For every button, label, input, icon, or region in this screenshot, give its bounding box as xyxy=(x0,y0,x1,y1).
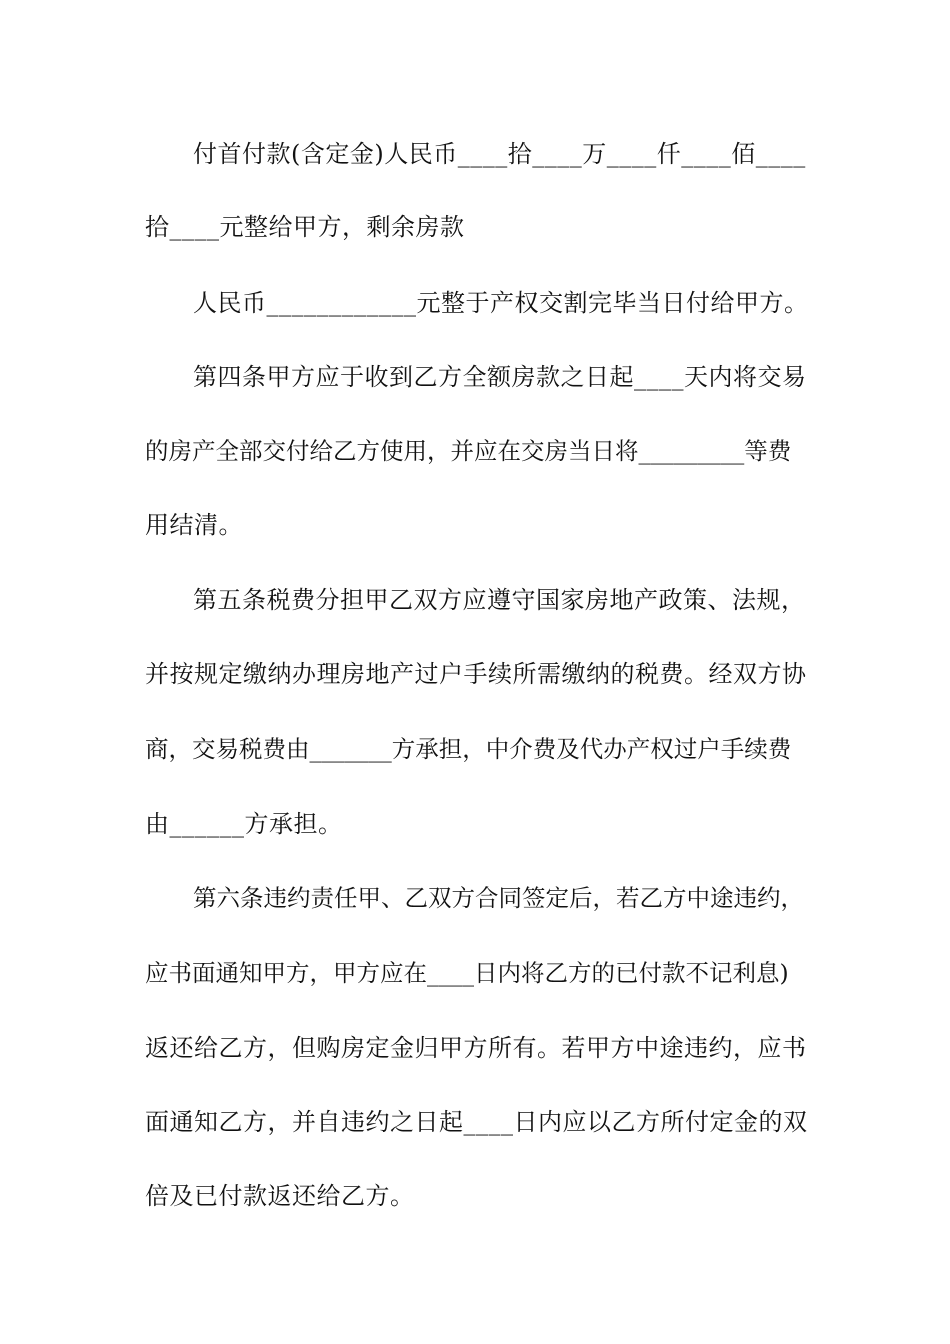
paragraph-line: 人民币____________元整于产权交割完毕当日付给甲方。 xyxy=(193,289,809,317)
paragraph-line: 倍及已付款返还给乙方。 xyxy=(145,1182,415,1210)
paragraph-line: 第六条违约责任甲、乙双方合同签定后，若乙方中途违约， xyxy=(193,884,804,912)
paragraph-line: 拾____元整给甲方，剩余房款 xyxy=(145,213,465,241)
paragraph-line: 付首付款(含定金)人民币____拾____万____仟____佰____ xyxy=(193,140,806,168)
paragraph-line: 由______方承担。 xyxy=(145,810,343,838)
paragraph-line: 并按规定缴纳办理房地产过户手续所需缴纳的税费。经双方协 xyxy=(145,660,807,688)
paragraph-line: 面通知乙方，并自违约之日起____日内应以乙方所付定金的双 xyxy=(145,1108,808,1136)
paragraph-line: 商，交易税费由_______方承担，中介费及代办产权过户手续费 xyxy=(145,735,792,763)
paragraph-line: 的房产全部交付给乙方使用，并应在交房当日将_________等费 xyxy=(145,437,792,465)
paragraph-line: 应书面通知甲方，甲方应在____日内将乙方的已付款不记利息) xyxy=(145,959,789,987)
paragraph-line: 用结清。 xyxy=(145,511,243,539)
paragraph-line: 第五条税费分担甲乙双方应遵守国家房地产政策、法规， xyxy=(193,586,806,614)
paragraph-line: 第四条甲方应于收到乙方全额房款之日起____天内将交易 xyxy=(193,363,807,391)
paragraph-line: 返还给乙方，但购房定金归甲方所有。若甲方中途违约，应书 xyxy=(145,1034,807,1062)
